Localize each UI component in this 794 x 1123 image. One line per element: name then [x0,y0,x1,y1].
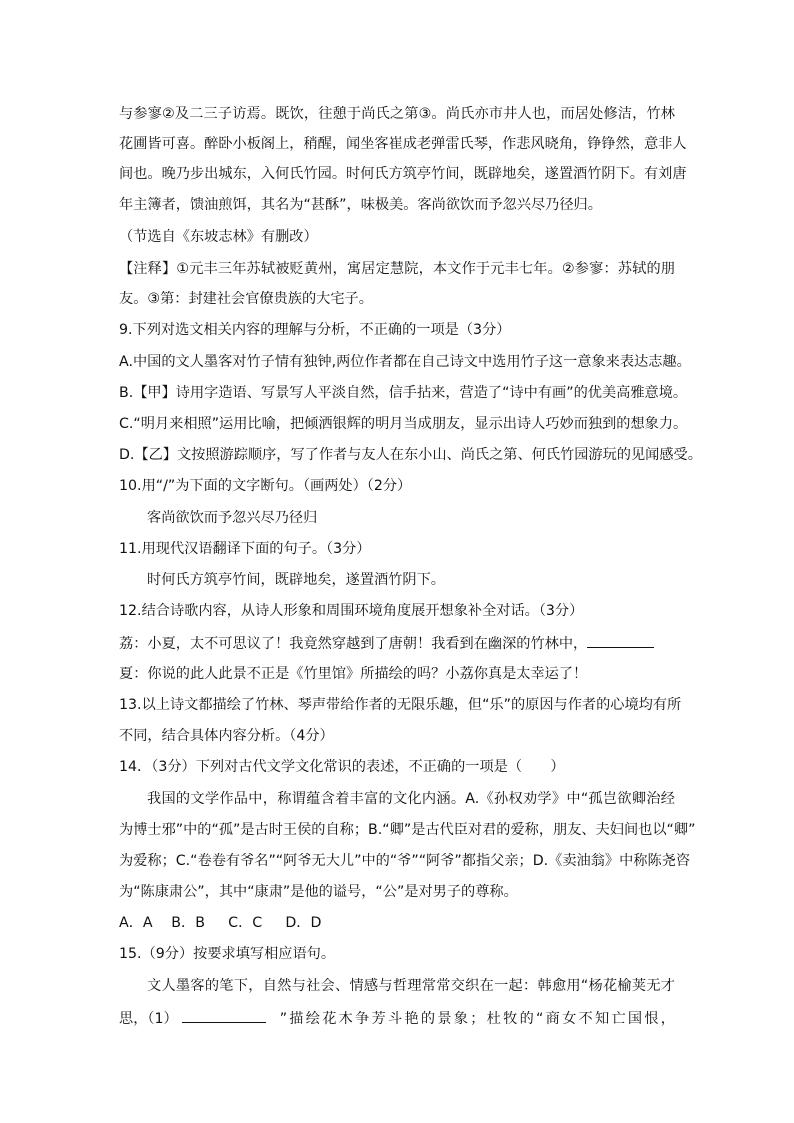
q10-text: 客尚欲饮而予忽兴尽乃径归 [147,510,318,526]
q15-line-2 [119,1008,675,1029]
passage-line-4: 年主簿者，馈油煎饵，其名为“甚酥”，味极美。客尚欲饮而予忽兴尽乃径归。 [119,197,602,213]
passage-line-3: 间也。晚乃步出城东，入何氏竹园。时何氏方筑亭竹间，既辟地矣，遂置酒竹阴下。有刘唐 [119,166,687,182]
q14-line-2: 为博士邪”中的“孤”是古时王侯的自称；B.“卿”是古代臣对君的爱称，朋友、夫妇间也以“卿” [119,822,696,838]
q9-option-d: D.【乙】文按照游踪顺序，写了作者与友人在东小山、尚氏之第、何氏竹园游玩的见闻感受。 [119,447,702,463]
q15-stem: 15.（9分）按要求填写相应语句。 [119,946,336,962]
q11-stem: 11.用现代汉语翻译下面的句子。（3分） [119,541,371,557]
q13-line-1: 13.以上诗文都描绘了竹林、琴声带给作者的无限乐趣，但“乐”的原因与作者的心境均有所 [119,697,682,713]
passage-line-2: 花圃皆可喜。醉卧小板阁上，稍醒，闻坐客崔成老弹雷氏琴，作悲风晓角，铮铮然，意非人 [119,136,687,152]
q14-stem: 14．（3分）下列对古代文学文化常识的表述，不正确的一项是（ ） [119,759,565,775]
q13-line-2: 不同，结合具体内容分析。（4分） [119,728,334,744]
q12-dialogue-line-1 [119,633,654,654]
passage-line-1: 与参寥②及二三子访焉。既饮，往憩于尚氏之第③。尚氏亦市井人也，而居处修洁，竹林 [119,106,675,122]
q9-option-a: A.中国的文人墨客对竹子情有独钟,两位作者都在自己诗文中选用竹子这一意象来表达志趣。 [119,354,691,370]
q15-line-2-start: 思，（1） [119,1011,178,1027]
q11-text: 时何氏方筑亭竹间，既辟地矣，遂置酒竹阴下。 [147,572,445,588]
notes-line-2: 友。③第：封建社会官僚贵族的大宅子。 [119,291,373,307]
q9-option-b: B.【甲】诗用字造语、写景写人平淡自然，信手拈来，营造了“诗中有画”的优美高雅意境。 [119,385,688,401]
q12-stem: 12.结合诗歌内容，从诗人形象和周围环境角度展开想象补全对话。（3分） [119,603,584,619]
q15-line-2-end: ”描绘花木争芳斗艳的景象；杜牧的“商女不知亡国恨， [279,1011,675,1027]
notes-line-1: 【注释】①元丰三年苏轼被贬黄州，寓居定慧院，本文作于元丰七年。②参寥：苏轼的朋 [119,261,675,277]
q14-options: A．A B．B C．C D．D [119,915,322,931]
q15-answer-blank-1[interactable] [182,1008,266,1023]
q12-line-1-text: 荔：小夏，太不可思议了！我竟然穿越到了唐朝！我看到在幽深的竹林中， [119,636,588,652]
passage-source: （节选自《东坡志林》有删改） [119,229,318,245]
q14-line-1: 我国的文学作品中，称谓蕴含着丰富的文化内涵。A.《孙权劝学》中“孤岂欲卿治经 [147,791,675,807]
q14-line-4: 为“陈康肃公”，其中“康肃”是他的谥号，“公”是对男子的尊称。 [119,884,518,900]
q10-stem: 10.用“/”为下面的文字断句。（画两处）（2分） [119,478,412,494]
q12-dialogue-line-2: 夏：你说的此人此景不正是《竹里馆》所描绘的吗？小荔你真是太幸运了！ [119,666,588,682]
q9-stem: 9.下列对选文相关内容的理解与分析，不正确的一项是（3分） [119,322,511,338]
q12-answer-blank[interactable] [587,633,654,648]
q9-option-c: C.“明月来相照”运用比喻，把倾洒银辉的明月当成朋友，显示出诗人巧妙而独到的想象力。 [119,416,688,432]
q14-line-3: 为爱称；C.“卷卷有爷名”“阿爷无大儿”中的“爷”“阿爷”都指父亲；D.《卖油翁》中称陈尧咨 [119,853,691,869]
q15-line-1: 文人墨客的笔下，自然与社会、情感与哲理常常交织在一起：韩愈用“杨花榆荚无才 [147,978,675,994]
